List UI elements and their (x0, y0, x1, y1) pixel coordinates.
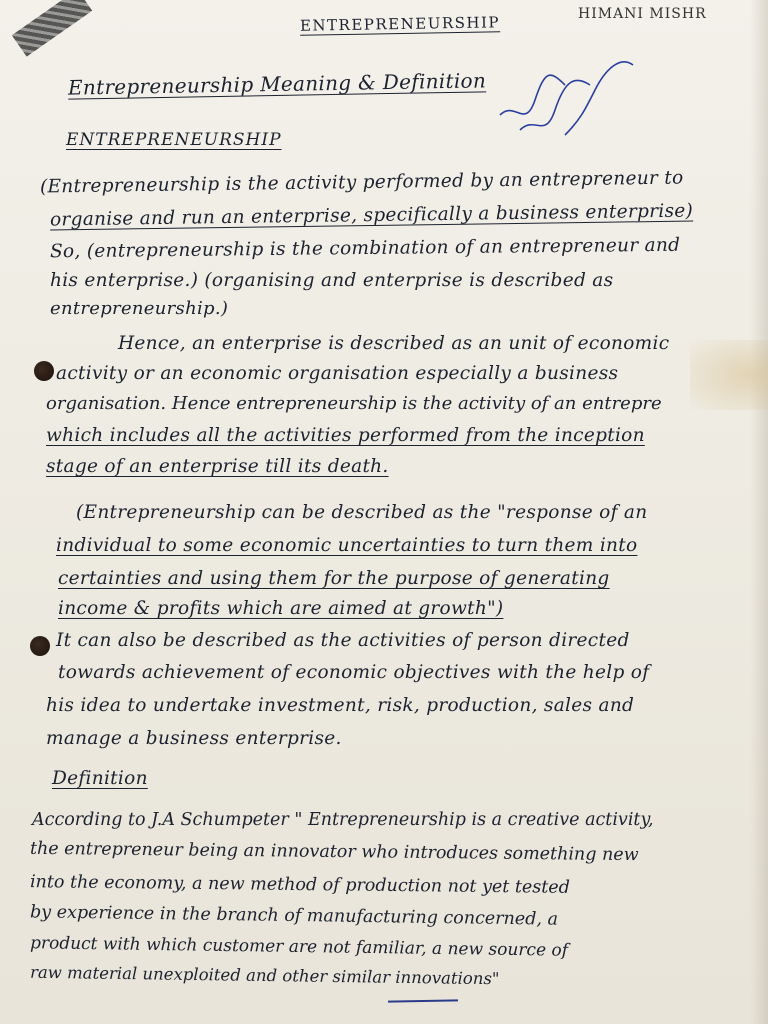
body-line: So, (entrepreneurship is the combination of an entrepreneur and (49, 234, 681, 263)
body-line: Hence, an enterprise is described as an unit of economic (118, 333, 670, 354)
body-line: entrepreneurship.) (50, 298, 229, 319)
definition-line: by experience in the branch of manufacturing concerned, a (29, 902, 559, 930)
body-line: stage of an enterprise till its death. (46, 456, 389, 477)
body-line: certainties and using them for the purpose of generating (58, 568, 610, 589)
definition-line: According to J.A Schumpeter " Entrepreneurship is a creative activity, (32, 810, 654, 830)
punch-hole-bottom (30, 636, 50, 656)
definition-line: product with which customer are not familiar, a new source of (29, 933, 569, 961)
author-name: HIMANI MISHR (578, 6, 707, 22)
page-title: ENTREPRENEURSHIP (299, 13, 501, 35)
punch-hole-top (34, 361, 54, 381)
torn-edge (750, 0, 768, 1024)
pen-scribble (495, 40, 635, 140)
tape-strip (12, 0, 92, 57)
body-line: It can also be described as the activities of person directed (56, 630, 630, 651)
body-line: organise and run an enterprise, specifically a business enterprise) (49, 200, 694, 231)
paper-stain (690, 340, 768, 410)
body-line: organisation. Hence entrepreneurship is the activity of an entrepre (46, 393, 662, 414)
section-heading: ENTREPRENEURSHIP (66, 130, 282, 150)
body-line: towards achievement of economic objectives with the help of (58, 662, 650, 683)
ink-stroke (388, 999, 458, 1002)
definition-line: into the economy, a new method of production not yet tested (29, 872, 570, 898)
body-line: activity or an economic organisation especially a business (56, 363, 619, 384)
body-line: (Entrepreneurship is the activity performed by an entrepreneur to (39, 167, 684, 198)
body-line: his enterprise.) (organising and enterprise is described as (50, 270, 614, 291)
body-line: income & profits which are aimed at growth") (58, 598, 504, 619)
definition-line: the entrepreneur being an innovator who introduces something new (29, 838, 639, 866)
body-line: individual to some economic uncertainties to turn them into (56, 535, 638, 556)
definition-line: raw material unexploited and other similar innovations" (29, 962, 500, 989)
body-line: manage a business enterprise. (46, 728, 342, 749)
definition-heading: Definition (52, 768, 148, 789)
body-line: his idea to undertake investment, risk, production, sales and (46, 695, 635, 716)
body-line: (Entrepreneurship can be described as the "response of an (76, 502, 648, 523)
main-heading: Entrepreneurship Meaning & Definition (67, 68, 487, 100)
body-line: which includes all the activities performed from the inception (46, 425, 645, 446)
